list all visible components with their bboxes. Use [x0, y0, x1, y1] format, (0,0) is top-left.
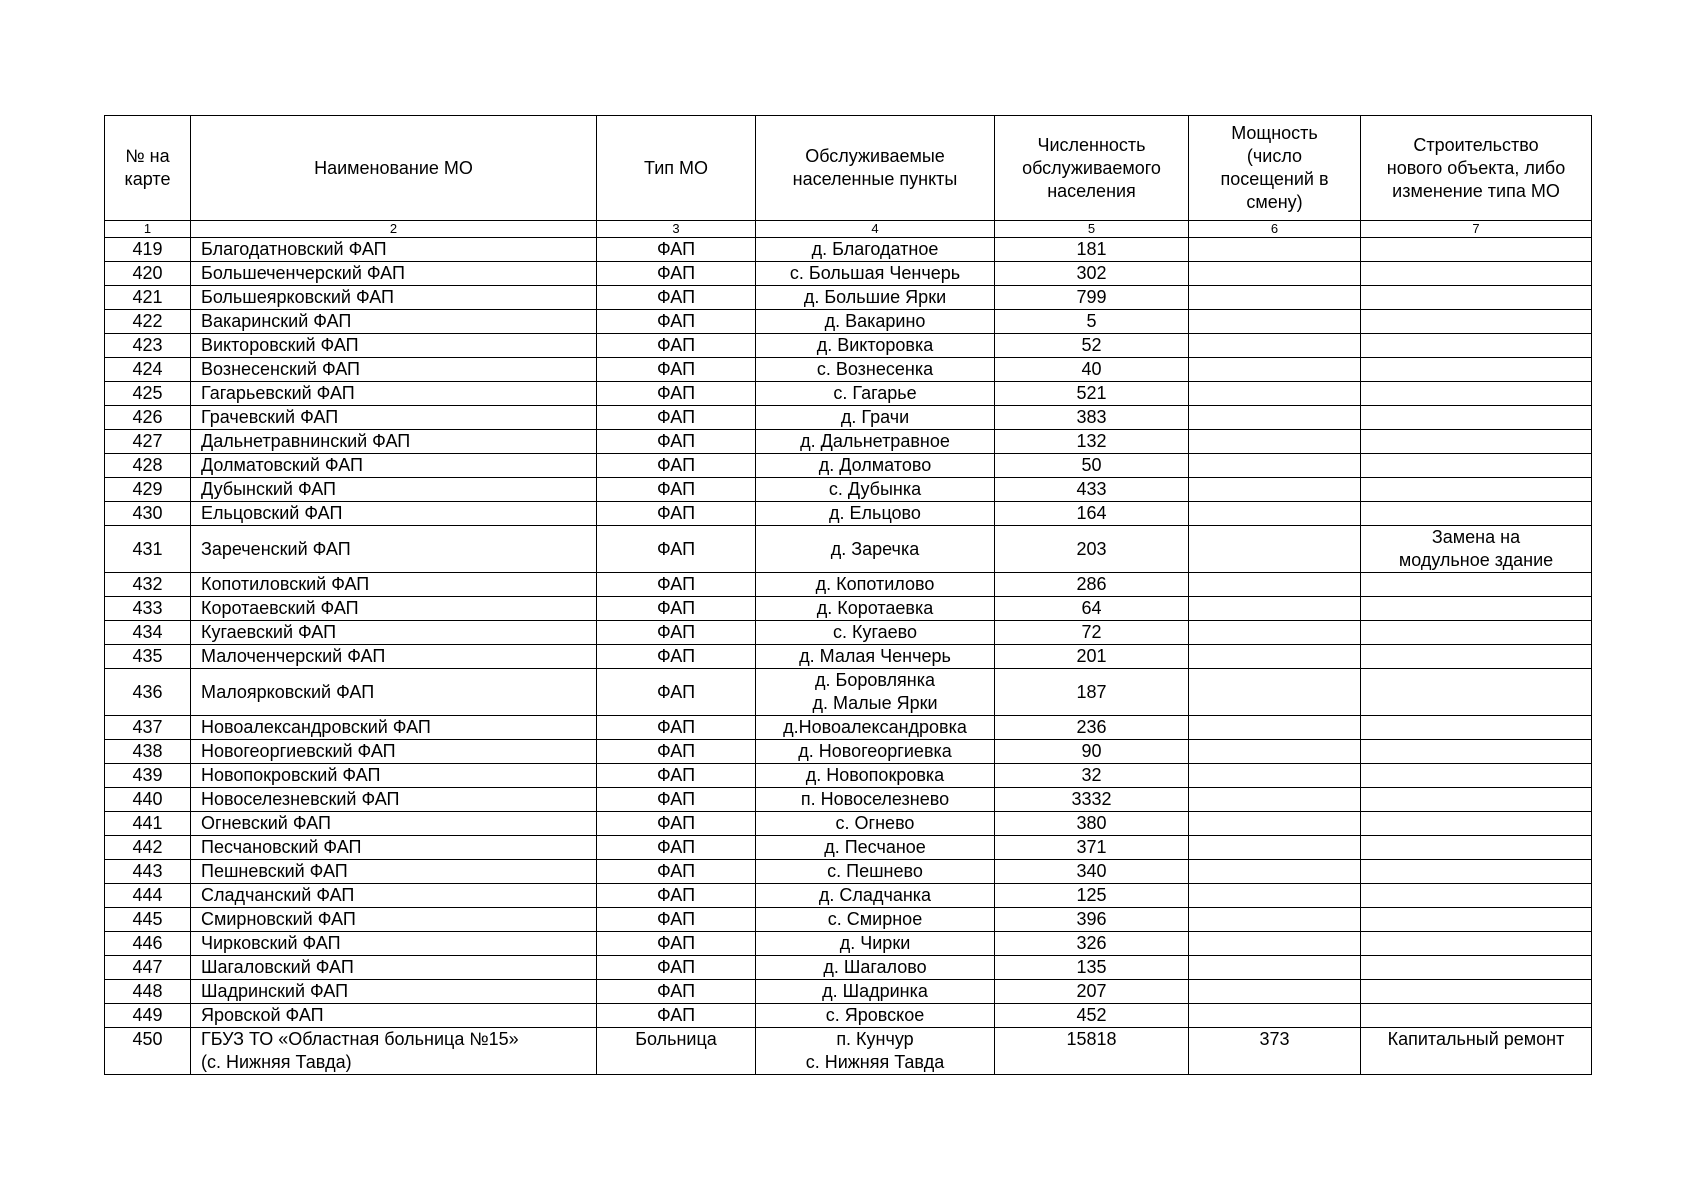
cell-mo-name: ГБУЗ ТО «Областная больница №15» (с. Нижняя Тавда) — [191, 1028, 597, 1075]
cell-settlements: с. Смирное — [756, 908, 995, 932]
header-settlements: Обслуживаемые населенные пункты — [756, 116, 995, 221]
cell-mo-name: Зареченский ФАП — [191, 526, 597, 573]
cell-map-number: 450 — [105, 1028, 191, 1075]
cell-population: 326 — [995, 932, 1189, 956]
table-row — [105, 645, 1592, 669]
cell-construction — [1361, 502, 1592, 526]
cell-mo-name: Викторовский ФАП — [191, 334, 597, 358]
table-row — [105, 932, 1592, 956]
table-row — [105, 836, 1592, 860]
cell-population: 302 — [995, 262, 1189, 286]
cell-mo-type: ФАП — [597, 621, 756, 645]
table-row — [105, 716, 1592, 740]
cell-mo-type: ФАП — [597, 334, 756, 358]
header-capacity: Мощность (число посещений в смену) — [1189, 116, 1361, 221]
cell-mo-type: Больница — [597, 1028, 756, 1075]
cell-mo-name: Коротаевский ФАП — [191, 597, 597, 621]
cell-settlements: д. Новогеоргиевка — [756, 740, 995, 764]
cell-settlements: с. Кугаево — [756, 621, 995, 645]
cell-mo-type: ФАП — [597, 669, 756, 716]
cell-mo-name: Вознесенский ФАП — [191, 358, 597, 382]
cell-map-number: 431 — [105, 526, 191, 573]
cell-capacity — [1189, 740, 1361, 764]
cell-mo-name: Дубынский ФАП — [191, 478, 597, 502]
cell-population: 521 — [995, 382, 1189, 406]
cell-mo-name: Долматовский ФАП — [191, 454, 597, 478]
table-row — [105, 406, 1592, 430]
cell-map-number: 433 — [105, 597, 191, 621]
cell-construction — [1361, 454, 1592, 478]
cell-population: 135 — [995, 956, 1189, 980]
table-row — [105, 1028, 1592, 1075]
cell-mo-type: ФАП — [597, 454, 756, 478]
cell-population: 452 — [995, 1004, 1189, 1028]
table-row — [105, 980, 1592, 1004]
cell-construction — [1361, 740, 1592, 764]
cell-population: 236 — [995, 716, 1189, 740]
cell-mo-name: Ельцовский ФАП — [191, 502, 597, 526]
cell-settlements: с. Яровское — [756, 1004, 995, 1028]
cell-capacity — [1189, 764, 1361, 788]
cell-mo-type: ФАП — [597, 262, 756, 286]
cell-population: 72 — [995, 621, 1189, 645]
cell-mo-name: Огневский ФАП — [191, 812, 597, 836]
cell-construction: Замена на модульное здание — [1361, 526, 1592, 573]
cell-map-number: 448 — [105, 980, 191, 1004]
cell-mo-name: Малоченчерский ФАП — [191, 645, 597, 669]
cell-construction — [1361, 860, 1592, 884]
cell-population: 203 — [995, 526, 1189, 573]
table-row — [105, 454, 1592, 478]
cell-construction — [1361, 836, 1592, 860]
cell-settlements: д. Заречка — [756, 526, 995, 573]
cell-population: 207 — [995, 980, 1189, 1004]
cell-settlements: д. Новопокровка — [756, 764, 995, 788]
cell-capacity — [1189, 573, 1361, 597]
table-row — [105, 812, 1592, 836]
cell-map-number: 421 — [105, 286, 191, 310]
table-row — [105, 478, 1592, 502]
cell-construction — [1361, 812, 1592, 836]
cell-settlements: д. Шадринка — [756, 980, 995, 1004]
cell-population: 15818 — [995, 1028, 1189, 1075]
cell-mo-name: Шагаловский ФАП — [191, 956, 597, 980]
cell-construction — [1361, 310, 1592, 334]
cell-capacity — [1189, 908, 1361, 932]
cell-map-number: 445 — [105, 908, 191, 932]
cell-construction — [1361, 788, 1592, 812]
cell-map-number: 430 — [105, 502, 191, 526]
cell-capacity — [1189, 956, 1361, 980]
cell-population: 125 — [995, 884, 1189, 908]
cell-mo-type: ФАП — [597, 812, 756, 836]
cell-population: 286 — [995, 573, 1189, 597]
cell-capacity — [1189, 884, 1361, 908]
cell-mo-type: ФАП — [597, 1004, 756, 1028]
cell-capacity — [1189, 980, 1361, 1004]
cell-map-number: 440 — [105, 788, 191, 812]
cell-construction — [1361, 1004, 1592, 1028]
header-population: Численность обслуживаемого населения — [995, 116, 1189, 221]
cell-mo-name: Новогеоргиевский ФАП — [191, 740, 597, 764]
header-map-number: № на карте — [105, 116, 191, 221]
cell-capacity — [1189, 597, 1361, 621]
cell-capacity — [1189, 310, 1361, 334]
cell-map-number: 425 — [105, 382, 191, 406]
cell-capacity — [1189, 502, 1361, 526]
table-row — [105, 502, 1592, 526]
cell-capacity — [1189, 454, 1361, 478]
column-number: 7 — [1361, 221, 1592, 238]
cell-population: 181 — [995, 238, 1189, 262]
table-row — [105, 286, 1592, 310]
cell-population: 5 — [995, 310, 1189, 334]
cell-mo-type: ФАП — [597, 597, 756, 621]
cell-map-number: 449 — [105, 1004, 191, 1028]
table-row — [105, 621, 1592, 645]
cell-construction: Капитальный ремонт — [1361, 1028, 1592, 1075]
cell-settlements: д. Большие Ярки — [756, 286, 995, 310]
cell-capacity — [1189, 334, 1361, 358]
cell-population: 32 — [995, 764, 1189, 788]
cell-construction — [1361, 573, 1592, 597]
cell-population: 3332 — [995, 788, 1189, 812]
column-number: 3 — [597, 221, 756, 238]
column-number-row — [105, 221, 1592, 238]
cell-mo-name: Кугаевский ФАП — [191, 621, 597, 645]
cell-mo-name: Чирковский ФАП — [191, 932, 597, 956]
cell-construction — [1361, 286, 1592, 310]
table-row — [105, 358, 1592, 382]
column-number: 4 — [756, 221, 995, 238]
cell-capacity — [1189, 645, 1361, 669]
cell-mo-name: Шадринский ФАП — [191, 980, 597, 1004]
cell-mo-type: ФАП — [597, 478, 756, 502]
cell-mo-name: Копотиловский ФАП — [191, 573, 597, 597]
cell-mo-type: ФАП — [597, 908, 756, 932]
cell-map-number: 422 — [105, 310, 191, 334]
cell-mo-name: Дальнетравнинский ФАП — [191, 430, 597, 454]
cell-mo-type: ФАП — [597, 860, 756, 884]
cell-capacity — [1189, 788, 1361, 812]
cell-mo-type: ФАП — [597, 836, 756, 860]
cell-settlements: д. Викторовка — [756, 334, 995, 358]
cell-construction — [1361, 382, 1592, 406]
cell-population: 383 — [995, 406, 1189, 430]
cell-construction — [1361, 932, 1592, 956]
cell-construction — [1361, 597, 1592, 621]
cell-settlements: д. Коротаевка — [756, 597, 995, 621]
cell-population: 371 — [995, 836, 1189, 860]
cell-population: 40 — [995, 358, 1189, 382]
table-row — [105, 764, 1592, 788]
cell-construction — [1361, 884, 1592, 908]
cell-map-number: 427 — [105, 430, 191, 454]
cell-mo-type: ФАП — [597, 382, 756, 406]
cell-mo-name: Новоалександровский ФАП — [191, 716, 597, 740]
cell-mo-type: ФАП — [597, 884, 756, 908]
cell-mo-name: Пешневский ФАП — [191, 860, 597, 884]
cell-map-number: 437 — [105, 716, 191, 740]
table-row — [105, 526, 1592, 573]
cell-map-number: 428 — [105, 454, 191, 478]
cell-construction — [1361, 406, 1592, 430]
header-construction: Строительство нового объекта, либо изменение типа МО — [1361, 116, 1592, 221]
cell-capacity — [1189, 286, 1361, 310]
cell-map-number: 446 — [105, 932, 191, 956]
cell-settlements: д. Грачи — [756, 406, 995, 430]
column-number: 6 — [1189, 221, 1361, 238]
cell-settlements: п. Новоселезнево — [756, 788, 995, 812]
column-number: 5 — [995, 221, 1189, 238]
cell-map-number: 441 — [105, 812, 191, 836]
cell-population: 90 — [995, 740, 1189, 764]
cell-mo-name: Смирновский ФАП — [191, 908, 597, 932]
cell-capacity — [1189, 238, 1361, 262]
cell-settlements: д. Сладчанка — [756, 884, 995, 908]
cell-mo-name: Благодатновский ФАП — [191, 238, 597, 262]
cell-mo-name: Вакаринский ФАП — [191, 310, 597, 334]
cell-mo-type: ФАП — [597, 238, 756, 262]
cell-capacity — [1189, 716, 1361, 740]
cell-settlements: д. Вакарино — [756, 310, 995, 334]
cell-map-number: 438 — [105, 740, 191, 764]
cell-mo-type: ФАП — [597, 502, 756, 526]
cell-capacity — [1189, 812, 1361, 836]
cell-capacity — [1189, 1004, 1361, 1028]
cell-mo-type: ФАП — [597, 645, 756, 669]
cell-mo-type: ФАП — [597, 406, 756, 430]
cell-mo-type: ФАП — [597, 740, 756, 764]
cell-map-number: 423 — [105, 334, 191, 358]
cell-population: 64 — [995, 597, 1189, 621]
table-row — [105, 238, 1592, 262]
header-mo-type: Тип МО — [597, 116, 756, 221]
table-row — [105, 860, 1592, 884]
cell-construction — [1361, 716, 1592, 740]
cell-mo-type: ФАП — [597, 956, 756, 980]
cell-mo-type: ФАП — [597, 764, 756, 788]
table-row — [105, 597, 1592, 621]
cell-mo-type: ФАП — [597, 573, 756, 597]
cell-capacity — [1189, 382, 1361, 406]
table-row — [105, 740, 1592, 764]
table-row — [105, 382, 1592, 406]
cell-mo-name: Сладчанский ФАП — [191, 884, 597, 908]
cell-construction — [1361, 478, 1592, 502]
cell-mo-name: Малоярковский ФАП — [191, 669, 597, 716]
cell-map-number: 447 — [105, 956, 191, 980]
cell-mo-type: ФАП — [597, 788, 756, 812]
cell-mo-name: Большеченчерский ФАП — [191, 262, 597, 286]
cell-mo-type: ФАП — [597, 716, 756, 740]
cell-settlements: п. Кунчур с. Нижняя Тавда — [756, 1028, 995, 1075]
header-row — [105, 116, 1592, 221]
cell-construction — [1361, 334, 1592, 358]
cell-capacity — [1189, 262, 1361, 286]
cell-population: 433 — [995, 478, 1189, 502]
cell-map-number: 442 — [105, 836, 191, 860]
cell-mo-name: Грачевский ФАП — [191, 406, 597, 430]
cell-population: 164 — [995, 502, 1189, 526]
cell-settlements: с. Пешнево — [756, 860, 995, 884]
table-body — [105, 238, 1592, 1075]
cell-settlements: д.Новоалександровка — [756, 716, 995, 740]
cell-settlements: д. Песчаное — [756, 836, 995, 860]
cell-construction — [1361, 956, 1592, 980]
table-row — [105, 262, 1592, 286]
cell-population: 396 — [995, 908, 1189, 932]
cell-population: 201 — [995, 645, 1189, 669]
cell-capacity — [1189, 836, 1361, 860]
table-row — [105, 669, 1592, 716]
cell-construction — [1361, 621, 1592, 645]
cell-settlements: д. Ельцово — [756, 502, 995, 526]
cell-settlements: с. Дубынка — [756, 478, 995, 502]
cell-mo-type: ФАП — [597, 526, 756, 573]
cell-map-number: 426 — [105, 406, 191, 430]
table-row — [105, 1004, 1592, 1028]
cell-construction — [1361, 262, 1592, 286]
column-number: 2 — [191, 221, 597, 238]
cell-mo-name: Яровской ФАП — [191, 1004, 597, 1028]
column-number: 1 — [105, 221, 191, 238]
cell-construction — [1361, 669, 1592, 716]
cell-map-number: 429 — [105, 478, 191, 502]
cell-map-number: 424 — [105, 358, 191, 382]
table-row — [105, 430, 1592, 454]
facilities-table — [104, 115, 1592, 1075]
cell-mo-name: Большеярковский ФАП — [191, 286, 597, 310]
cell-map-number: 432 — [105, 573, 191, 597]
cell-capacity — [1189, 430, 1361, 454]
cell-mo-name: Песчановский ФАП — [191, 836, 597, 860]
cell-mo-name: Новоселезневский ФАП — [191, 788, 597, 812]
cell-mo-type: ФАП — [597, 430, 756, 454]
cell-mo-type: ФАП — [597, 932, 756, 956]
cell-construction — [1361, 908, 1592, 932]
cell-capacity — [1189, 478, 1361, 502]
cell-population: 52 — [995, 334, 1189, 358]
cell-population: 380 — [995, 812, 1189, 836]
cell-settlements: с. Гагарье — [756, 382, 995, 406]
cell-map-number: 435 — [105, 645, 191, 669]
cell-construction — [1361, 238, 1592, 262]
cell-population: 799 — [995, 286, 1189, 310]
cell-construction — [1361, 980, 1592, 1004]
cell-capacity — [1189, 526, 1361, 573]
cell-capacity: 373 — [1189, 1028, 1361, 1075]
table-row — [105, 310, 1592, 334]
cell-settlements: д. Шагалово — [756, 956, 995, 980]
cell-mo-name: Гагарьевский ФАП — [191, 382, 597, 406]
cell-capacity — [1189, 358, 1361, 382]
table-row — [105, 908, 1592, 932]
table-row — [105, 573, 1592, 597]
table-row — [105, 956, 1592, 980]
cell-capacity — [1189, 669, 1361, 716]
cell-settlements: д. Малая Ченчерь — [756, 645, 995, 669]
cell-mo-type: ФАП — [597, 358, 756, 382]
cell-map-number: 419 — [105, 238, 191, 262]
cell-map-number: 443 — [105, 860, 191, 884]
cell-settlements: с. Вознесенка — [756, 358, 995, 382]
cell-map-number: 434 — [105, 621, 191, 645]
cell-construction — [1361, 645, 1592, 669]
cell-map-number: 436 — [105, 669, 191, 716]
cell-capacity — [1189, 621, 1361, 645]
cell-population: 187 — [995, 669, 1189, 716]
cell-settlements: д. Боровлянка д. Малые Ярки — [756, 669, 995, 716]
cell-capacity — [1189, 406, 1361, 430]
cell-population: 340 — [995, 860, 1189, 884]
cell-population: 50 — [995, 454, 1189, 478]
cell-settlements: с. Большая Ченчерь — [756, 262, 995, 286]
table-row — [105, 334, 1592, 358]
cell-settlements: с. Огнево — [756, 812, 995, 836]
cell-map-number: 444 — [105, 884, 191, 908]
cell-capacity — [1189, 860, 1361, 884]
table-row — [105, 788, 1592, 812]
cell-construction — [1361, 764, 1592, 788]
cell-settlements: д. Благодатное — [756, 238, 995, 262]
cell-settlements: д. Чирки — [756, 932, 995, 956]
cell-settlements: д. Копотилово — [756, 573, 995, 597]
cell-construction — [1361, 430, 1592, 454]
cell-population: 132 — [995, 430, 1189, 454]
table-row — [105, 884, 1592, 908]
cell-mo-type: ФАП — [597, 286, 756, 310]
cell-mo-type: ФАП — [597, 310, 756, 334]
cell-mo-name: Новопокровский ФАП — [191, 764, 597, 788]
cell-construction — [1361, 358, 1592, 382]
header-mo-name: Наименование МО — [191, 116, 597, 221]
cell-settlements: д. Долматово — [756, 454, 995, 478]
cell-map-number: 420 — [105, 262, 191, 286]
cell-capacity — [1189, 932, 1361, 956]
cell-mo-type: ФАП — [597, 980, 756, 1004]
cell-map-number: 439 — [105, 764, 191, 788]
cell-settlements: д. Дальнетравное — [756, 430, 995, 454]
